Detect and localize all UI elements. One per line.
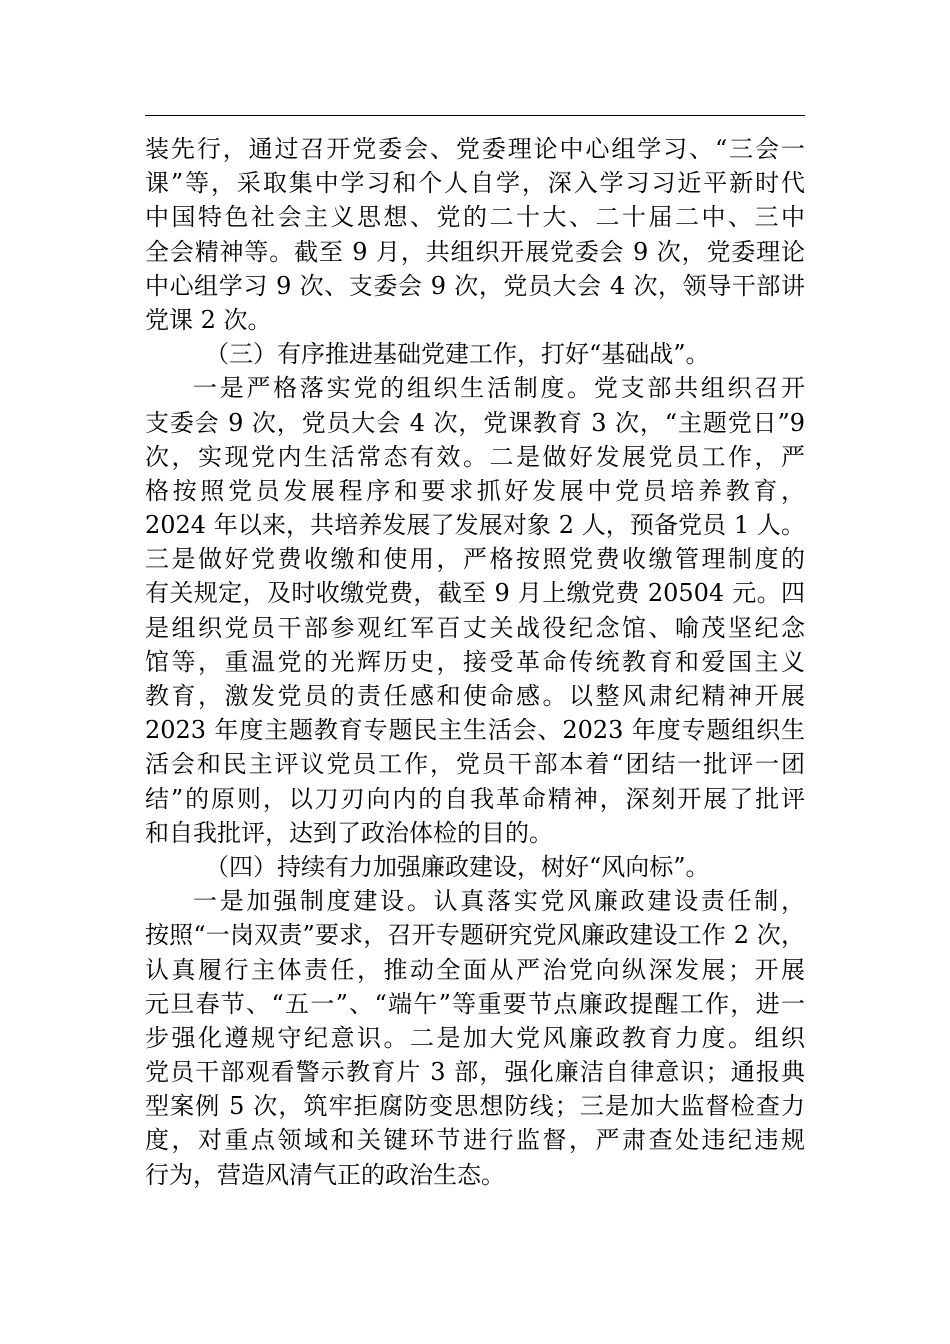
- text-line: 有关规定，及时收缴党费，截至 9 月上缴党费 20504 元。四: [145, 579, 805, 608]
- text-line: 度，对重点领域和关键环节进行监督，严肃查处违纪违规: [145, 1126, 805, 1155]
- text-line: 元旦春节、“五一”、“端午”等重要节点廉政提醒工作，进一: [145, 989, 805, 1018]
- section-heading: （四）持续有力加强廉政建设，树好“风向标”。: [205, 852, 710, 881]
- text-line: 2024 年以来，共培养发展了发展对象 2 人，预备党员 1 人。: [145, 511, 805, 540]
- text-line: 活会和民主评议党员工作，党员干部本着“团结一批评一团: [145, 750, 805, 779]
- text-line: 一是严格落实党的组织生活制度。党支部共组织召开: [193, 374, 805, 403]
- text-line: 教育，激发党员的责任感和使命感。以整风肃纪精神开展: [145, 682, 805, 710]
- text-line: 中国特色社会主义思想、党的二十大、二十届二中、三中: [145, 203, 805, 232]
- text-line: 2023 年度主题教育专题民主生活会、2023 年度专题组织生: [145, 716, 805, 745]
- text-line: 按照“一岗双责”要求，召开专题研究党风廉政建设工作 2 次，: [145, 921, 805, 950]
- text-line: 馆等，重温党的光辉历史，接受革命传统教育和爱国主义: [145, 647, 805, 676]
- text-line: 三是做好党费收缴和使用，严格按照党费收缴管理制度的: [145, 545, 805, 574]
- text-line: 型案例 5 次，筑牢拒腐防变思想防线；三是加大监督检查力: [145, 1092, 805, 1121]
- text-line: 格按照党员发展程序和要求抓好发展中党员培养教育，: [145, 476, 805, 505]
- text-line: 党员干部观看警示教育片 3 部，强化廉洁自律意识；通报典: [145, 1058, 805, 1087]
- text-line: 支委会 9 次，党员大会 4 次，党课教育 3 次，“主题党日”9: [145, 408, 805, 437]
- text-line: 行为，营造风清气正的政治生态。: [145, 1160, 505, 1189]
- text-line: 中心组学习 9 次、支委会 9 次，党员大会 4 次，领导干部讲: [145, 271, 805, 300]
- text-line: 装先行，通过召开党委会、党委理论中心组学习、“三会一: [145, 135, 805, 163]
- text-line: 认真履行主体责任，推动全面从严治党向纵深发展；开展: [145, 955, 805, 984]
- document-body: [145, 132, 805, 1192]
- text-line: 结”的原则，以刀刃向内的自我革命精神，深刻开展了批评: [145, 784, 805, 813]
- header-rule: [145, 115, 805, 116]
- text-line: 党课 2 次。: [145, 305, 272, 334]
- text-line: 步强化遵规守纪意识。二是加大党风廉政教育力度。组织: [145, 1023, 805, 1052]
- text-line: 和自我批评，达到了政治体检的目的。: [145, 818, 553, 847]
- text-line: 全会精神等。截至 9 月，共组织开展党委会 9 次，党委理论: [145, 237, 805, 266]
- text-line: 课”等，采取集中学习和个人自学，深入学习习近平新时代: [145, 169, 805, 198]
- section-heading: （三）有序推进基础党建工作，打好“基础战”。: [205, 340, 710, 369]
- text-line: 次，实现党内生活常态有效。二是做好发展党员工作，严: [145, 442, 805, 471]
- text-line: 是组织党员干部参观红军百丈关战役纪念馆、喻茂坚纪念: [145, 613, 805, 642]
- text-line: 一是加强制度建设。认真落实党风廉政建设责任制，: [193, 887, 805, 916]
